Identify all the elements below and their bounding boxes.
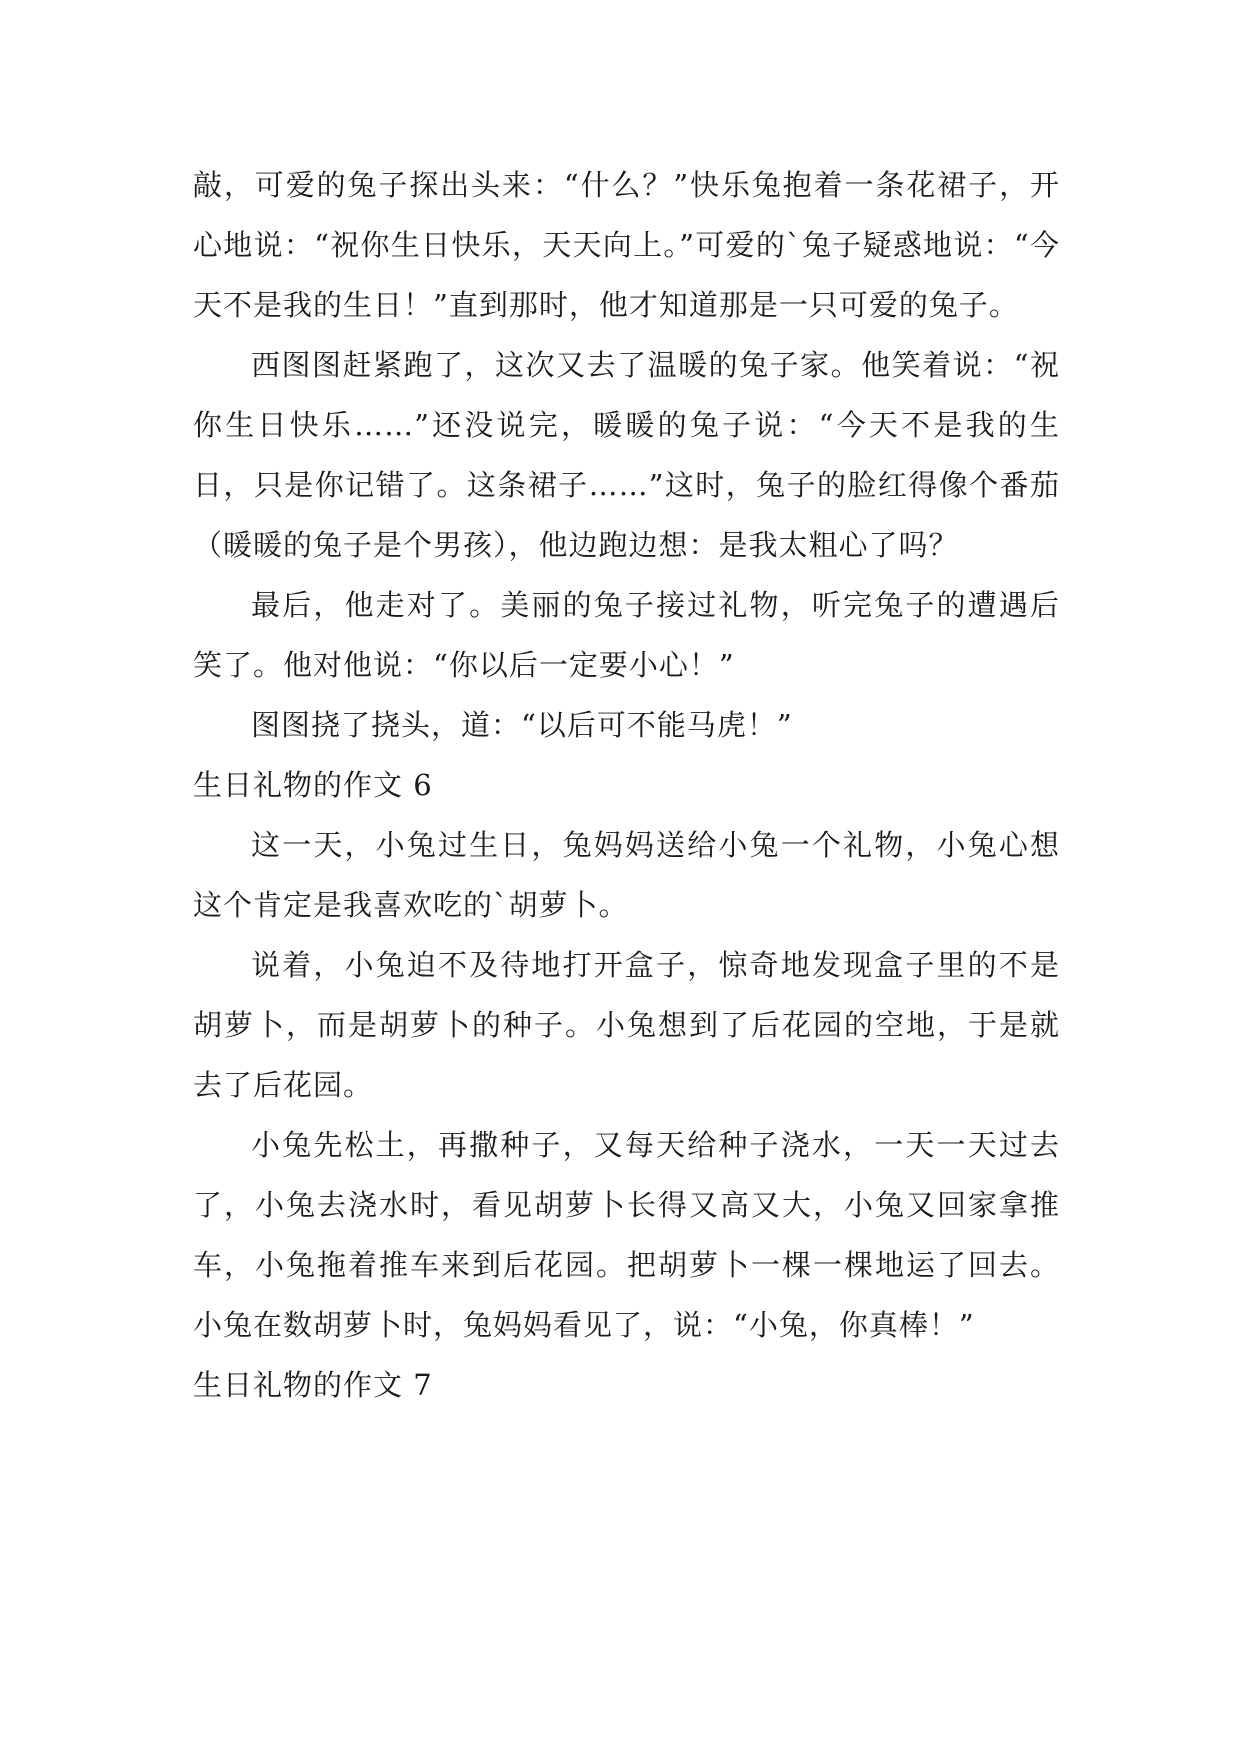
section-heading: 生日礼物的作文 6 <box>193 768 433 802</box>
document-page <box>193 155 1060 1415</box>
paragraph: 敲，可爱的兔子探出头来：“什么？”快乐兔抱着一条花裙子，开心地说：“祝你生日快乐，天天向上。”可爱的`兔子疑惑地说：“今天不是我的生日！”直到那时，他才知道那是一只可爱的兔子。 <box>193 168 1060 322</box>
paragraph: 小兔先松土，再撒种子，又每天给种子浇水，一天一天过去了，小兔去浇水时，看见胡萝卜长得又高又大，小兔又回家拿推车，小兔拖着推车来到后花园。把胡萝卜一棵一棵地运了回去。小兔在数胡萝卜时，兔妈妈看见了，说：“小兔，你真棒！” <box>193 1128 1060 1342</box>
paragraph: 西图图赶紧跑了，这次又去了温暖的兔子家。他笑着说：“祝你生日快乐……”还没说完，暖暖的兔子说：“今天不是我的生日，只是你记错了。这条裙子……”这时，兔子的脸红得像个番茄（暖暖的兔子是个男孩），他边跑边想：是我太粗心了吗？ <box>193 348 1060 562</box>
paragraph: 这一天，小兔过生日，兔妈妈送给小兔一个礼物，小兔心想这个肯定是我喜欢吃的`胡萝卜。 <box>193 828 1060 922</box>
paragraph: 说着，小兔迫不及待地打开盒子，惊奇地发现盒子里的不是胡萝卜，而是胡萝卜的种子。小兔想到了后花园的空地，于是就去了后花园。 <box>193 948 1060 1102</box>
section-heading: 生日礼物的作文 7 <box>193 1368 433 1402</box>
paragraph: 最后，他走对了。美丽的兔子接过礼物，听完兔子的遭遇后笑了。他对他说：“你以后一定要小心！” <box>193 588 1060 682</box>
paragraph: 图图挠了挠头，道：“以后可不能马虎！” <box>251 708 793 742</box>
